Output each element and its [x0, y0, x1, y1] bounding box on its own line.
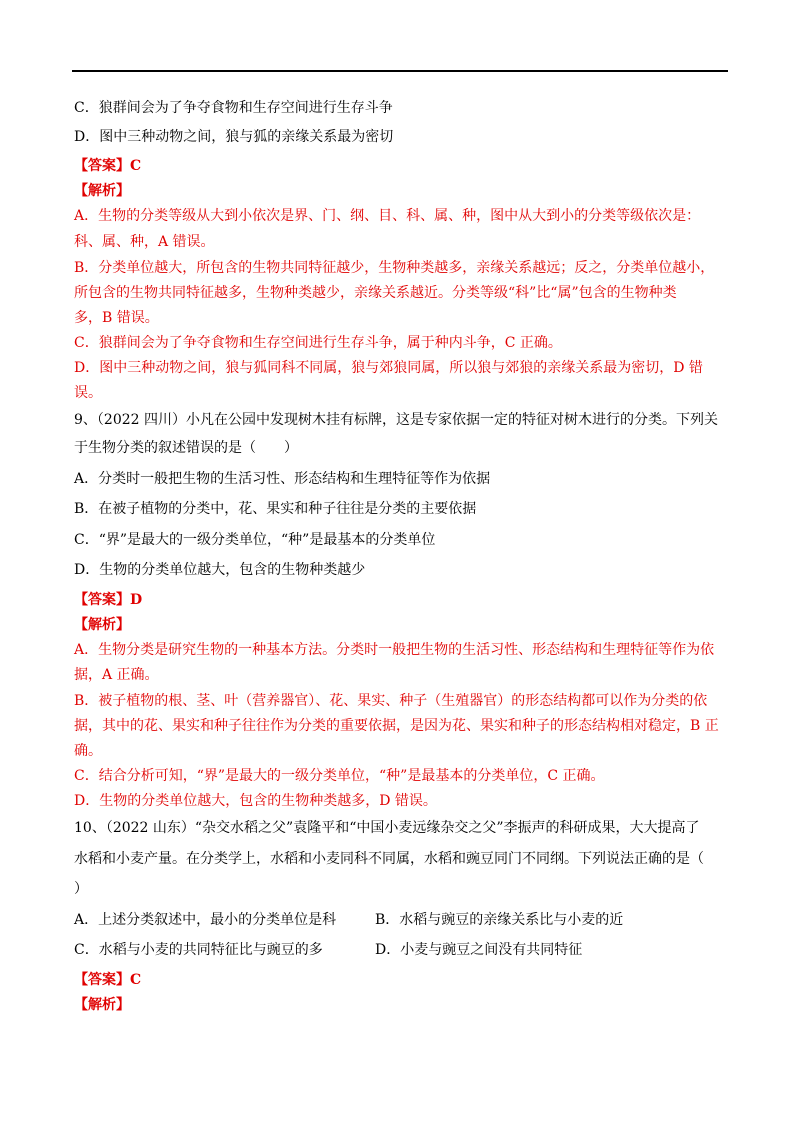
- answer-label: 【答案】D: [74, 592, 143, 608]
- analysis-line: 确。: [74, 743, 102, 759]
- analysis-line: A．生物分类是研究生物的一种基本方法。分类时一般把生物的生活习性、形态结构和生理特征等作为依: [74, 642, 715, 658]
- question-9: 9、（2022 四川）小凡在公园中发现树木挂有标牌，这是专家依据一定的特征对树木进行的分类。下列关: [74, 412, 718, 428]
- analysis-line: C．结合分析可知，“界”是最大的一级分类单位，“种”是最基本的分类单位，C 正确。: [74, 768, 605, 784]
- analysis-line: A．生物的分类等级从大到小依次是界、门、纲、目、科、属、种，图中从大到小的分类等级依次是：: [74, 208, 701, 224]
- analysis-line: 多，B 错误。: [74, 310, 159, 326]
- option-a: A．分类时一般把生物的生活习性、形态结构和生理特征等作为依据: [74, 471, 491, 487]
- option-d: D．小麦与豌豆之间没有共同特征: [375, 942, 583, 958]
- question-9-cont: 于生物分类的叙述错误的是（ ）: [74, 440, 298, 456]
- analysis-line: 误。: [74, 385, 102, 401]
- analysis-line: B．被子植物的根、茎、叶（营养器官）、花、果实、种子（生殖器官）的形态结构都可以作为分类的依: [74, 693, 708, 709]
- analysis-line: D．生物的分类单位越大，包含的生物种类越多，D 错误。: [74, 793, 437, 809]
- option-a: A．上述分类叙述中，最小的分类单位是科: [74, 912, 337, 928]
- option-c: C．水稻与小麦的共同特征比与豌豆的多: [74, 942, 323, 958]
- option-d: D．图中三种动物之间，狼与狐的亲缘关系最为密切: [74, 129, 394, 145]
- analysis-line: B．分类单位越大，所包含的生物共同特征越少，生物种类越多，亲缘关系越远；反之，分类单位越小，: [74, 260, 715, 276]
- answer-label: 【答案】C: [74, 972, 142, 988]
- analysis-line: D．图中三种动物之间，狼与狐同科不同属，狼与郊狼同属，所以狼与郊狼的亲缘关系最为密切，D 错: [74, 360, 703, 376]
- option-b: B．水稻与豌豆的亲缘关系比与小麦的近: [375, 912, 624, 928]
- analysis-label: 【解析】: [74, 997, 130, 1013]
- analysis-line: 所包含的生物共同特征越多，生物种类越少，亲缘关系越近。分类等级“科”比“属”包含的生物种类: [74, 285, 677, 301]
- analysis-line: 据，A 正确。: [74, 667, 159, 683]
- analysis-label: 【解析】: [74, 617, 130, 633]
- option-row-cd: [74, 941, 730, 959]
- analysis-label: 【解析】: [74, 183, 130, 199]
- header-rule: [72, 70, 728, 72]
- answer-label: 【答案】C: [74, 158, 142, 174]
- analysis-line: 据，其中的花、果实和种子往往作为分类的重要依据，是因为花、果实和种子的形态结构相对稳定，B 正: [74, 718, 719, 734]
- analysis-line: 科、属、种，A 错误。: [74, 234, 215, 250]
- question-10: 10、（2022 山东）“杂交水稻之父”袁隆平和“中国小麦远缘杂交之父”李振声的科研成果，大大提高了: [74, 820, 700, 836]
- option-d: D．生物的分类单位越大，包含的生物种类越少: [74, 562, 366, 578]
- option-row-ab: [74, 911, 730, 929]
- question-10-cont: 水稻和小麦产量。在分类学上，水稻和小麦同科不同属，水稻和豌豆同门不同纲。下列说法正确的是（: [74, 851, 704, 867]
- option-b: B．在被子植物的分类中，花、果实和种子往往是分类的主要依据: [74, 501, 477, 517]
- analysis-line: C．狼群间会为了争夺食物和生存空间进行生存斗争，属于种内斗争，C 正确。: [74, 335, 562, 351]
- option-c: C．“界”是最大的一级分类单位，“种”是最基本的分类单位: [74, 532, 436, 548]
- question-10-cont: ）: [74, 881, 88, 897]
- option-c: C．狼群间会为了争夺食物和生存空间进行生存斗争: [74, 100, 393, 116]
